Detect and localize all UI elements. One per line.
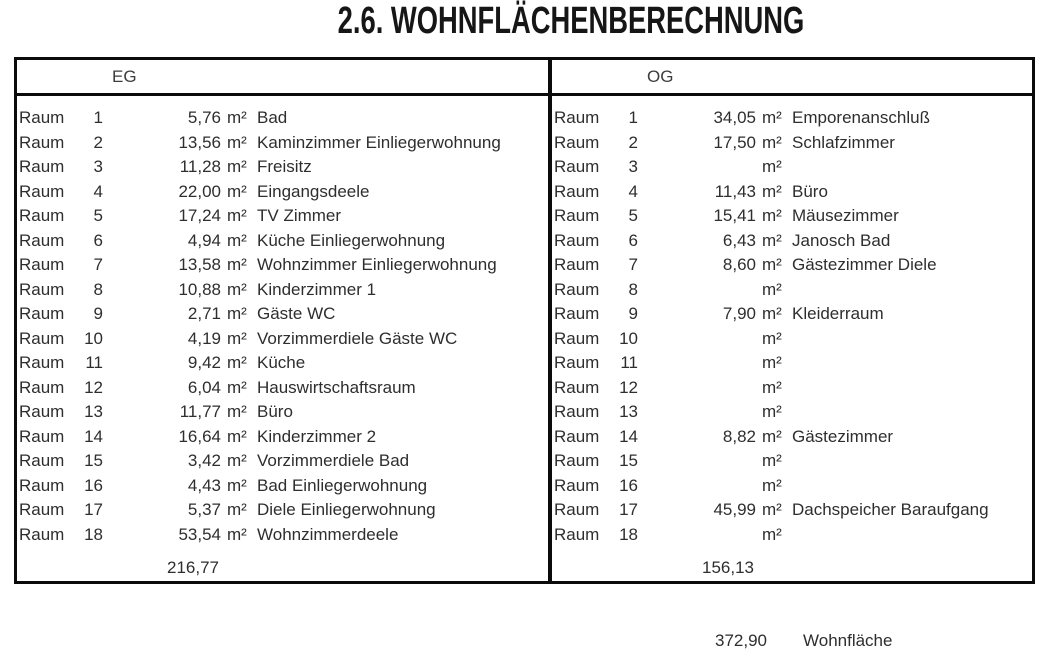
room-area: 13,56 (178, 132, 221, 152)
room-name: Büro (257, 402, 293, 421)
area-unit: m² (227, 353, 247, 372)
column-header-og (552, 60, 1032, 96)
row-label: Raum (19, 475, 65, 495)
row-label: Raum (554, 108, 600, 127)
area-unit: m² (762, 181, 782, 201)
column-header-eg (17, 60, 548, 96)
room-number: 8 (628, 279, 638, 299)
area-unit: m² (762, 426, 782, 446)
area-unit: m² (227, 475, 247, 495)
room-number: 6 (628, 230, 638, 250)
room-area: 6,43 (722, 230, 756, 250)
row-label: Raum (19, 108, 65, 127)
room-name: Freisitz (257, 157, 312, 176)
room-name: Büro (792, 181, 828, 201)
room-name (790, 523, 1032, 548)
room-number: 14 (84, 426, 103, 446)
row-label: Raum (554, 500, 600, 519)
row-label: Raum (554, 426, 600, 446)
room-name: Eingangsdeele (257, 181, 370, 201)
table-row (554, 278, 1032, 303)
room-area: 22,00 (178, 181, 221, 201)
table-row (554, 523, 1032, 548)
room-area: 7,90 (722, 304, 756, 323)
room-number: 4 (93, 181, 103, 201)
room-area: 5,76 (187, 108, 221, 127)
room-name: Schlafzimmer (792, 132, 895, 152)
room-name: Gäste WC (257, 304, 336, 323)
column-total-eg: 216,77 (167, 558, 219, 577)
room-area: 8,60 (722, 255, 756, 274)
table-row (19, 180, 548, 205)
area-unit: m² (227, 279, 247, 299)
column-og (552, 60, 1032, 581)
table-row (19, 155, 548, 180)
area-unit: m² (227, 255, 247, 274)
room-number: 8 (93, 279, 103, 299)
room-name (790, 400, 1032, 425)
row-label: Raum (19, 181, 65, 201)
table-row (19, 351, 548, 376)
room-area: 6,04 (187, 377, 221, 397)
table-row (19, 106, 548, 131)
row-label: Raum (19, 377, 65, 397)
room-name (790, 327, 1032, 352)
table-row (554, 180, 1032, 205)
table-row (554, 400, 1032, 425)
room-name: Küche (257, 353, 306, 372)
row-label: Raum (19, 279, 65, 299)
room-area: 9,42 (187, 353, 221, 372)
room-name: Kleiderraum (792, 304, 884, 323)
area-unit: m² (762, 500, 782, 519)
room-number: 16 (84, 475, 103, 495)
area-unit: m² (762, 451, 782, 470)
table-row (554, 302, 1032, 327)
area-unit: m² (227, 402, 247, 421)
table-row (19, 278, 548, 303)
room-name: Wohnzimmerdeele (257, 524, 399, 544)
column-header-label: EG (112, 66, 137, 86)
room-name: Kinderzimmer 1 (257, 279, 377, 299)
room-area (638, 278, 756, 303)
room-name (790, 376, 1032, 401)
room-number: 15 (84, 451, 103, 470)
area-unit: m² (227, 451, 247, 470)
room-name: Vorzimmerdiele Bad (257, 451, 410, 470)
row-label: Raum (554, 206, 600, 225)
area-unit: m² (762, 108, 782, 127)
area-unit: m² (762, 328, 782, 348)
row-label: Raum (554, 157, 600, 176)
area-unit: m² (227, 230, 247, 250)
table-row (554, 449, 1032, 474)
row-label: Raum (19, 402, 65, 421)
room-name: Emporenanschluß (792, 108, 930, 127)
room-name: Mäusezimmer (792, 206, 899, 225)
room-number: 9 (628, 304, 638, 323)
room-number: 1 (628, 108, 638, 127)
room-area: 11,43 (714, 181, 756, 201)
table-row (19, 204, 548, 229)
room-area: 17,50 (713, 132, 756, 152)
room-area (638, 449, 756, 474)
row-label: Raum (19, 157, 65, 176)
table-row (554, 327, 1032, 352)
room-area: 10,88 (178, 279, 221, 299)
room-area (638, 351, 756, 376)
column-total-row-og (552, 556, 1032, 581)
room-name: Diele Einliegerwohnung (257, 500, 436, 519)
table-row (554, 131, 1032, 156)
room-area: 11,28 (179, 157, 221, 176)
row-label: Raum (19, 132, 65, 152)
row-label: Raum (554, 524, 600, 544)
room-number: 5 (628, 206, 638, 225)
table-row (554, 204, 1032, 229)
room-name: Gästezimmer Diele (792, 255, 937, 274)
area-unit: m² (762, 230, 782, 250)
table-row (19, 376, 548, 401)
area-unit: m² (227, 304, 247, 323)
area-unit: m² (227, 377, 247, 397)
column-total-og: 156,13 (702, 558, 754, 577)
room-number: 11 (85, 353, 103, 372)
area-unit: m² (762, 377, 782, 397)
area-unit: m² (227, 328, 247, 348)
room-name (790, 449, 1032, 474)
room-name: Bad (257, 108, 288, 127)
room-number: 7 (93, 255, 103, 274)
room-name: Bad Einliegerwohnung (257, 475, 428, 495)
room-area: 16,64 (178, 426, 221, 446)
row-label: Raum (554, 353, 600, 372)
table-row (19, 498, 548, 523)
room-area: 5,37 (187, 500, 221, 519)
room-number: 13 (619, 402, 638, 421)
summary-total: 372,90 (715, 631, 767, 650)
area-unit: m² (762, 353, 782, 372)
room-area (638, 474, 756, 499)
table-row (19, 229, 548, 254)
room-number: 6 (93, 230, 103, 250)
table-row (19, 474, 548, 499)
area-unit: m² (227, 181, 247, 201)
room-name: Hauswirtschaftsraum (257, 377, 416, 397)
area-unit: m² (227, 500, 247, 519)
table-row (554, 474, 1032, 499)
row-label: Raum (554, 402, 600, 421)
room-area: 2,71 (187, 304, 221, 323)
table-row (19, 523, 548, 548)
room-number: 9 (93, 304, 103, 323)
room-name: Küche Einliegerwohnung (257, 230, 446, 250)
room-number: 2 (628, 132, 638, 152)
room-number: 11 (620, 353, 638, 372)
column-body-og (552, 96, 1032, 547)
room-area (638, 400, 756, 425)
room-number: 17 (619, 500, 638, 519)
room-area (638, 376, 756, 401)
room-area: 4,43 (187, 475, 221, 495)
column-header-label: OG (647, 66, 674, 86)
room-number: 15 (619, 451, 638, 470)
room-area (638, 155, 756, 180)
room-name (790, 351, 1032, 376)
area-unit: m² (762, 132, 782, 152)
row-label: Raum (19, 304, 65, 323)
room-number: 12 (84, 377, 103, 397)
table-row (554, 229, 1032, 254)
area-unit: m² (762, 157, 782, 176)
table-row (554, 106, 1032, 131)
column-eg (17, 60, 552, 581)
row-label: Raum (19, 328, 65, 348)
room-area: 11,77 (179, 402, 221, 421)
room-name: Gästezimmer (792, 426, 894, 446)
row-label: Raum (554, 377, 600, 397)
row-label: Raum (19, 206, 65, 225)
table-row (19, 425, 548, 450)
room-name: TV Zimmer (257, 206, 342, 225)
table-row (19, 327, 548, 352)
area-unit: m² (227, 132, 247, 152)
room-area: 4,94 (187, 230, 221, 250)
room-number: 13 (84, 402, 103, 421)
room-area: 17,24 (178, 206, 221, 225)
area-unit: m² (762, 206, 782, 225)
table-row (554, 498, 1032, 523)
table-row (19, 449, 548, 474)
room-number: 1 (93, 108, 103, 127)
area-unit: m² (762, 279, 782, 299)
room-number: 12 (619, 377, 638, 397)
table-row (554, 155, 1032, 180)
row-label: Raum (554, 451, 600, 470)
row-label: Raum (554, 279, 600, 299)
room-number: 10 (84, 328, 103, 348)
table-row (19, 302, 548, 327)
room-number: 2 (93, 132, 103, 152)
row-label: Raum (554, 475, 600, 495)
room-number: 18 (84, 524, 103, 544)
area-unit: m² (227, 206, 247, 225)
room-area: 8,82 (722, 426, 756, 446)
room-area: 3,42 (187, 451, 221, 470)
table-row (19, 400, 548, 425)
row-label: Raum (19, 500, 65, 519)
row-label: Raum (554, 304, 600, 323)
area-unit: m² (762, 475, 782, 495)
area-unit: m² (227, 426, 247, 446)
row-label: Raum (554, 328, 600, 348)
wohnflaeche-table (14, 57, 1035, 584)
area-unit: m² (762, 402, 782, 421)
summary-row (565, 629, 1035, 654)
column-body-eg (17, 96, 548, 547)
area-unit: m² (762, 304, 782, 323)
row-label: Raum (554, 132, 600, 152)
column-total-row-eg (17, 556, 548, 581)
area-unit: m² (227, 157, 247, 176)
room-name: Kaminzimmer Einliegerwohnung (257, 132, 501, 152)
room-number: 7 (628, 255, 638, 274)
table-row (554, 425, 1032, 450)
area-unit: m² (762, 524, 782, 544)
room-number: 4 (628, 181, 638, 201)
row-label: Raum (19, 255, 65, 274)
room-number: 5 (93, 206, 103, 225)
row-label: Raum (19, 451, 65, 470)
room-name (790, 474, 1032, 499)
room-number: 17 (84, 500, 103, 519)
room-name: Janosch Bad (792, 230, 891, 250)
room-name: Vorzimmerdiele Gäste WC (257, 328, 458, 348)
area-unit: m² (227, 524, 247, 544)
table-row (554, 351, 1032, 376)
room-area (638, 327, 756, 352)
room-name (790, 155, 1032, 180)
room-number: 10 (619, 328, 638, 348)
room-area: 4,19 (187, 328, 221, 348)
summary-label: Wohnfläche (803, 631, 893, 650)
row-label: Raum (19, 524, 65, 544)
room-area: 34,05 (713, 108, 756, 127)
table-row (19, 131, 548, 156)
row-label: Raum (554, 230, 600, 250)
row-label: Raum (19, 353, 65, 372)
room-area: 45,99 (713, 500, 756, 519)
room-number: 3 (93, 157, 103, 176)
row-label: Raum (554, 255, 600, 274)
row-label: Raum (554, 181, 600, 201)
room-number: 18 (619, 524, 638, 544)
room-number: 3 (628, 157, 638, 176)
page-title: 2.6. WOHNFLÄCHENBERECHNUNG (337, 0, 805, 42)
room-area: 53,54 (178, 524, 221, 544)
table-row (554, 253, 1032, 278)
row-label: Raum (19, 230, 65, 250)
room-area (638, 523, 756, 548)
table-row (19, 253, 548, 278)
area-unit: m² (227, 108, 247, 127)
room-area: 13,58 (178, 255, 221, 274)
room-name: Wohnzimmer Einliegerwohnung (257, 255, 497, 274)
row-label: Raum (19, 426, 65, 446)
room-name (790, 278, 1032, 303)
area-unit: m² (762, 255, 782, 274)
room-number: 14 (619, 426, 638, 446)
room-name: Kinderzimmer 2 (257, 426, 377, 446)
table-row (554, 376, 1032, 401)
room-area: 15,41 (713, 206, 756, 225)
room-number: 16 (619, 475, 638, 495)
room-name: Dachspeicher Baraufgang (792, 500, 989, 519)
